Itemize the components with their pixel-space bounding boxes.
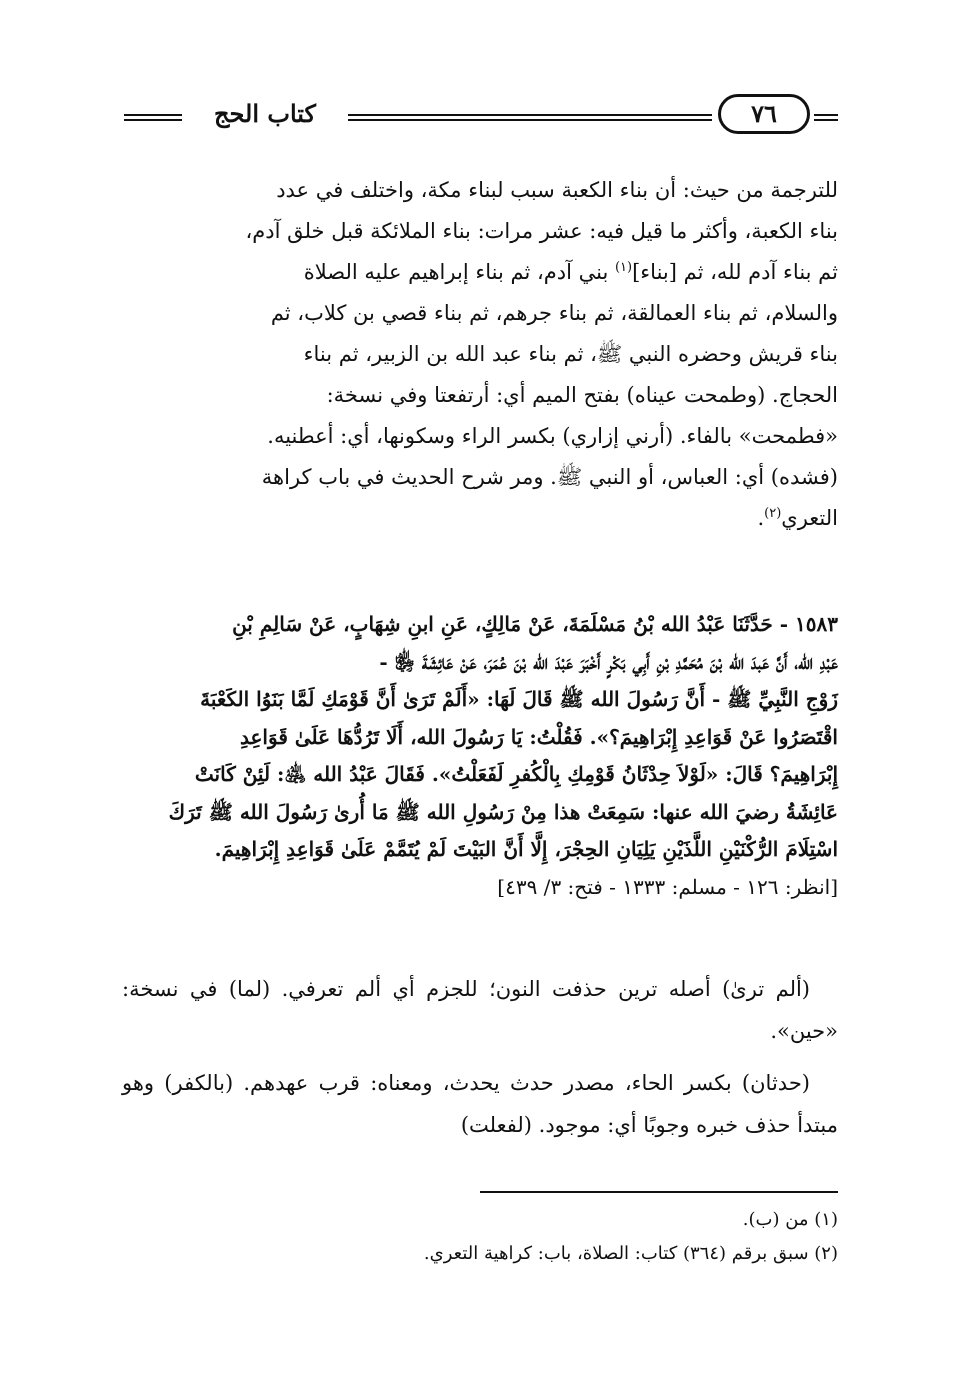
page-number: ٧٦ [718,94,810,134]
footnotes [122,1203,838,1271]
text-line [122,252,838,293]
hadith-line: عَائِشَةُ رضيَ الله عنها: سَمِعَتْ هذا مِنْ رَسُولِ الله ﷺ مَا أُرىٰ رَسُولَ الله ﷺ تَرَكَ [168,799,838,824]
header-rule-middle [348,114,712,121]
text-segment: . [757,506,765,530]
hadith-line: عَبْدِ الله، أَنَّ عَبدَ الله بْنَ مُحَمَّدِ بْنِ أَبِي بَكْرٍ أَخْبَرَ عَبْدَ الله بْنَ عُمَرَ، عَنْ عَائِشَةَ ﵂ - [379,649,838,674]
footnote-item: (٢) سبق برقم (٣٦٤) كتاب: الصلاة، باب: كراهية التعري. [423,1243,838,1264]
header-rule-right [814,114,838,121]
text-line [122,498,838,539]
footnote-separator [480,1191,838,1193]
text-line: بناء قريش وحضره النبي ﷺ، ثم بناء عبد الله بن الزبير، ثم بناء [303,342,838,366]
text-segment: التعري [781,506,838,530]
hadith-line: اقْتَصَرُوا عَنْ قَوَاعِدِ إِبْرَاهِيمَ؟». فَقُلْتُ: يَا رَسُولَ الله، أَلَا تَرُدُّهَا عَلَىٰ قَوَاعِدِ [240,724,838,749]
hadith-line: اسْتِلَامَ الرُّكْنَيْنِ اللَّذَيْنِ يَلِيَانِ الحِجْرَ، إِلَّا أَنَّ البَيْتَ لَمْ يُتَمَّمْ عَلَىٰ قَوَاعِدِ إِبْرَاهِيمَ. [214,837,838,861]
text-line: للترجمة من حيث: أن بناء الكعبة سبب لبناء مكة، واختلف في عدد [276,178,838,202]
hadith-line: زَوْجِ النَّبِيِّ ﷺ - أَنَّ رَسُولَ الله ﷺ قَالَ لَهَا: «أَلَمْ تَرَىٰ أَنَّ قَوْمَكِ لَمَّا بَنَوُا الكَعْبَةَ [200,687,838,711]
hadith-line: إِبْرَاهِيمَ؟ قَالَ: «لَوْلاَ حِدْثَانُ قَوْمِكِ بِالْكُفرِ لَفَعَلْتُ». فَقَالَ عَبْدُ الله ﵁: لَئِنْ كَانَتْ [194,762,838,786]
text-line: بناء الكعبة، وأكثر ما قيل فيه: عشر مرات: بناء الملائكة قبل خلق آدم، [245,219,838,243]
footnote-marker: (١) [614,260,633,275]
text-line: «فطمحت» بالفاء. (أرني إزاري) بكسر الراء وسكونها، أي: أعطنيه. [267,424,838,448]
hadith-line: ١٥٨٣ - حَدَّثَنَا عَبْدُ الله بْنُ مَسْلَمَةَ، عَنْ مَالِكٍ، عَنِ ابنِ شِهَابٍ، عَنْ سَالِمِ بْنِ [232,612,838,636]
text-line: الحجاج. (وطمحت عيناه) بفتح الميم أي: أرتفعتا وفي نسخة: [326,383,838,407]
header-rule-left [124,114,182,121]
book-title: كتاب الحج [214,99,316,128]
text-segment: ثم بناء آدم لله، ثم [بناء] [632,260,838,284]
commentary-paragraph-top [122,170,838,539]
page-header [124,92,838,144]
text-line: والسلام، ثم بناء العمالقة، ثم بناء جرهم، ثم بناء قصي بن كلاب، ثم [270,301,838,325]
commentary-paragraph: (ألم ترىٰ) أصله ترين حذفت النون؛ للجزم أي ألم تعرفي. (لما) في نسخة: «حين». [122,977,838,1043]
text-segment: بني آدم، ثم بناء إبراهيم عليه الصلاة [303,260,615,284]
footnote-item: (١) من (ب). [742,1209,838,1230]
footnote-marker: (٢) [764,506,782,521]
hadith-reference: [انظر: ١٢٦ - مسلم: ١٣٣٣ - فتح: ٣/ ٤٣٩] [497,874,838,899]
commentary-paragraph-bottom [122,968,838,1156]
text-line: (فشده) أي: العباس، أو النبي ﷺ. ومر شرح الحديث في باب كراهة [261,465,838,489]
commentary-paragraph: (حدثان) بكسر الحاء، مصدر حدث يحدث، ومعناه: قرب عهدهم. (بالكفر) وهو مبتدأ حذف خبره وجوبًا أي: موجود. (لفعلت) [122,1071,838,1137]
hadith-text [122,606,838,906]
